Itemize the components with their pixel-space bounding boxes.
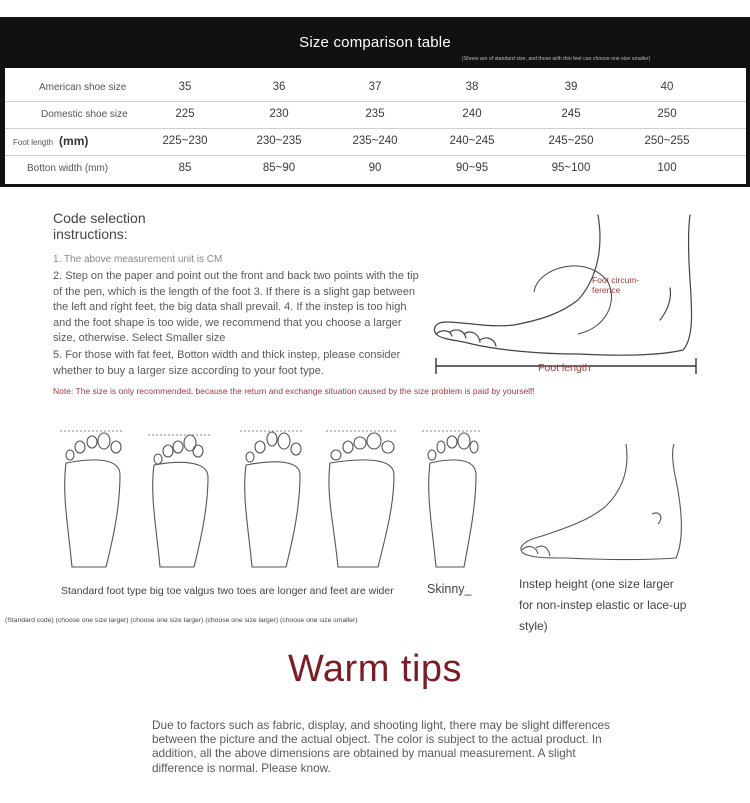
skinny-foot-icon	[420, 425, 486, 575]
table-cell: 40	[660, 81, 674, 93]
table-cell: 100	[657, 162, 677, 174]
instruction-item-3: 5. For those with fat feet, Botton width and thick instep, please consider whether to buy a larger size according to your foot type.	[53, 349, 401, 377]
table-cell: 36	[272, 81, 286, 93]
table-note: (Shoes are of standard size, and those with thin feet can choose one size smaller)	[462, 56, 651, 62]
skinny-label: Skinny_	[427, 582, 472, 596]
row-label: American shoe size	[39, 82, 127, 93]
instruction-item-2: 2. Step on the paper and point out the front and back two points with the tip of the pen, which is the length of the foot 3. If there is a slight gap between the left and right feet, the big data shall prevail. 4. If the instep is too high and the foot shape is too wide, we recommend that you choose a larger size, otherwise. Select Smaller size	[53, 270, 419, 344]
row-label: Botton width (mm)	[27, 163, 109, 174]
foot-types-caption: Standard foot type big toe valgus two toes are longer and feet are wider	[61, 585, 394, 597]
table-cell: 38	[465, 81, 479, 93]
table-row-domestic	[5, 101, 746, 129]
size-note: Note: The size is only recommended, because the return and exchange situation caused by the size problem is paid by yourself!	[53, 386, 535, 396]
table-cell: 245	[561, 108, 581, 120]
row-label	[13, 128, 88, 155]
big-toe-valgus-foot-icon	[146, 425, 216, 575]
warm-tips-title: Warm tips	[287, 648, 463, 690]
instruction-item-1: 1. The above measurement unit is CM	[53, 254, 223, 265]
standard-foot-icon	[58, 425, 128, 575]
table-cell: 225~230	[162, 135, 208, 147]
table-cell: 240~245	[449, 135, 495, 147]
code-selection-heading: Code selection instructions:	[53, 210, 146, 242]
row-label: Domestic shoe size	[41, 109, 128, 120]
table-title: Size comparison table	[299, 34, 451, 51]
table-row-american	[5, 74, 746, 102]
table-cell: 90	[368, 162, 382, 174]
table-cell: 245~250	[548, 135, 594, 147]
table-cell: 85~90	[262, 162, 296, 174]
table-cell: 35	[178, 81, 192, 93]
foot-types-choices: (Standard code) (choose one size larger) (choose one size larger) (choose one size larger) (choose one size smaller)	[5, 617, 358, 624]
table-row-botton-width	[5, 155, 746, 182]
table-row-foot-length	[5, 128, 746, 156]
table-cell: 235~240	[352, 135, 398, 147]
table-cell: 230	[269, 108, 289, 120]
instep-height-illustration	[516, 440, 691, 565]
table-cell: 39	[564, 81, 578, 93]
table-cell: 235	[365, 108, 385, 120]
table-cell: 250	[657, 108, 677, 120]
table-cell: 250~255	[644, 135, 690, 147]
table-cell: 230~235	[256, 135, 302, 147]
row-label-text: Foot length	[13, 138, 54, 147]
foot-circumference-label: Foot circum-ference	[592, 275, 640, 295]
instep-height-caption: Instep height (one size larger for non-instep elastic or lace-up style)	[519, 577, 687, 633]
table-cell: 225	[175, 108, 195, 120]
warm-tips-body: Due to factors such as fabric, display, and shooting light, there may be slight differences between the picture and the actual object. The color is subject to the actual product. In addition, all the above dimensions are obtained by manual measurement. A slight difference is normal. Please know.	[152, 718, 610, 775]
size-table	[5, 68, 746, 184]
foot-length-label: Foot length	[538, 362, 591, 374]
table-cell: 90~95	[455, 162, 489, 174]
foot-side-view-illustration	[428, 210, 703, 380]
table-cell: 37	[368, 81, 382, 93]
table-cell: 95~100	[551, 162, 591, 174]
wide-foot-icon	[324, 425, 400, 575]
table-cell: 240	[462, 108, 482, 120]
row-label-unit: (mm)	[59, 134, 89, 148]
table-cell: 85	[178, 162, 192, 174]
two-toes-longer-foot-icon	[238, 425, 308, 575]
